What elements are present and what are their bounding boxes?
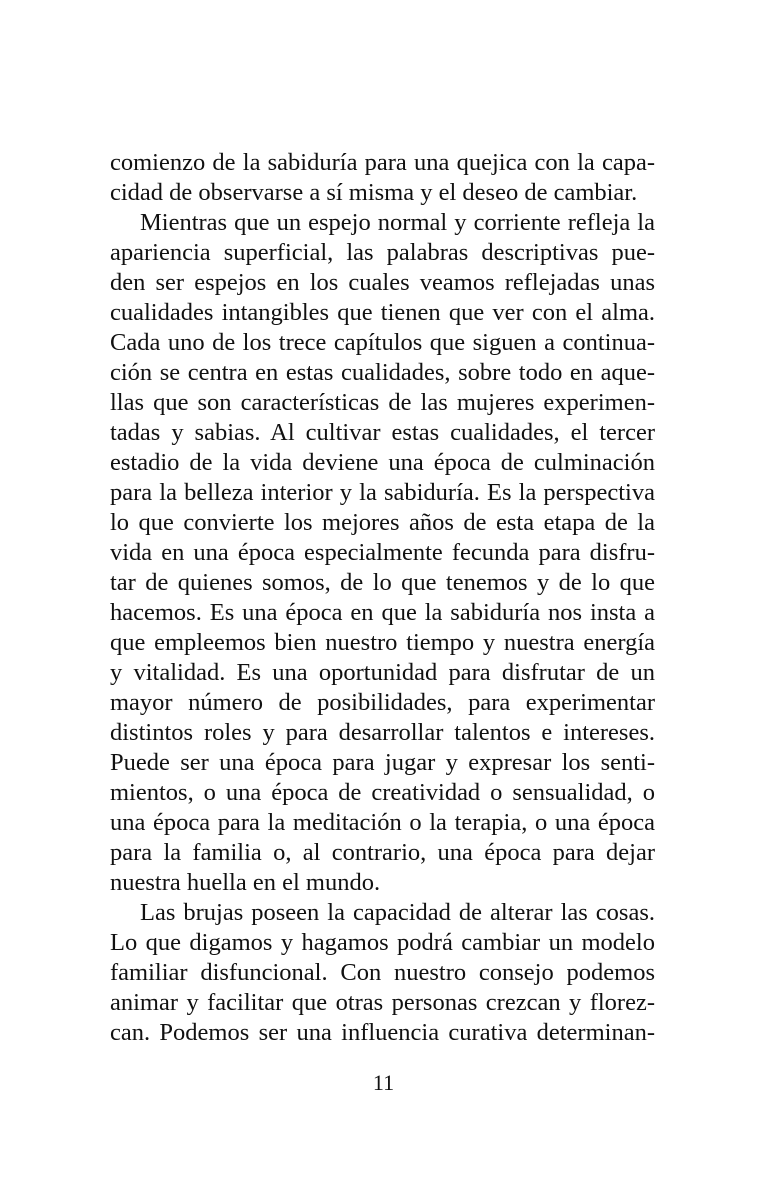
text-line: mientos, o una época de creatividad o sensualidad, o — [110, 779, 655, 806]
paragraph-1 — [110, 148, 655, 208]
paragraph-3 — [110, 898, 655, 1048]
text-line: que empleemos bien nuestro tiempo y nuestra energía — [110, 629, 655, 656]
text-line: apariencia superficial, las palabras descriptivas pue- — [110, 239, 655, 266]
body-text — [110, 148, 655, 1048]
text-line: y vitalidad. Es una oportunidad para disfrutar de un — [110, 659, 655, 686]
text-line: familiar disfuncional. Con nuestro consejo podemos — [110, 959, 655, 986]
page-number: 11 — [372, 1070, 395, 1095]
text-line: comienzo de la sabiduría para una quejica con la capa- — [110, 149, 655, 176]
text-line: mayor número de posibilidades, para experimentar — [110, 689, 655, 716]
text-line: nuestra huella en el mundo. — [110, 869, 381, 896]
text-line: estadio de la vida deviene una época de culminación — [110, 449, 655, 476]
text-line: tar de quienes somos, de lo que tenemos y de lo que — [110, 569, 655, 596]
text-line: cualidades intangibles que tienen que ver con el alma. — [110, 299, 655, 326]
text-line: Puede ser una época para jugar y expresar los senti- — [110, 749, 655, 776]
text-line: para la familia o, al contrario, una época para dejar — [110, 839, 655, 866]
text-line: Lo que digamos y hagamos podrá cambiar un modelo — [110, 929, 655, 956]
text-line: hacemos. Es una época en que la sabiduría nos insta a — [110, 599, 655, 626]
text-line: ción se centra en estas cualidades, sobre todo en aque- — [110, 359, 655, 386]
text-line: Cada uno de los trece capítulos que siguen a continua- — [110, 329, 655, 356]
text-line: vida en una época especialmente fecunda para disfru- — [110, 539, 655, 566]
text-line: can. Podemos ser una influencia curativa determinan- — [110, 1019, 655, 1046]
text-line: den ser espejos en los cuales veamos reflejadas unas — [110, 269, 655, 296]
text-line: lo que convierte los mejores años de esta etapa de la — [110, 509, 655, 536]
text-line: una época para la meditación o la terapia, o una época — [110, 809, 655, 836]
text-line: para la belleza interior y la sabiduría. Es la perspectiva — [110, 479, 655, 506]
text-line: Mientras que un espejo normal y corriente refleja la — [140, 209, 655, 236]
paragraph-2 — [110, 208, 655, 898]
text-line: distintos roles y para desarrollar talentos e intereses. — [110, 719, 655, 746]
text-line: animar y facilitar que otras personas crezcan y florez- — [110, 989, 655, 1016]
text-line: cidad de observarse a sí misma y el deseo de cambiar. — [110, 179, 638, 206]
text-line: llas que son características de las mujeres experimen- — [110, 389, 655, 416]
text-line: Las brujas poseen la capacidad de alterar las cosas. — [140, 899, 655, 926]
text-line: tadas y sabias. Al cultivar estas cualidades, el tercer — [110, 419, 655, 446]
